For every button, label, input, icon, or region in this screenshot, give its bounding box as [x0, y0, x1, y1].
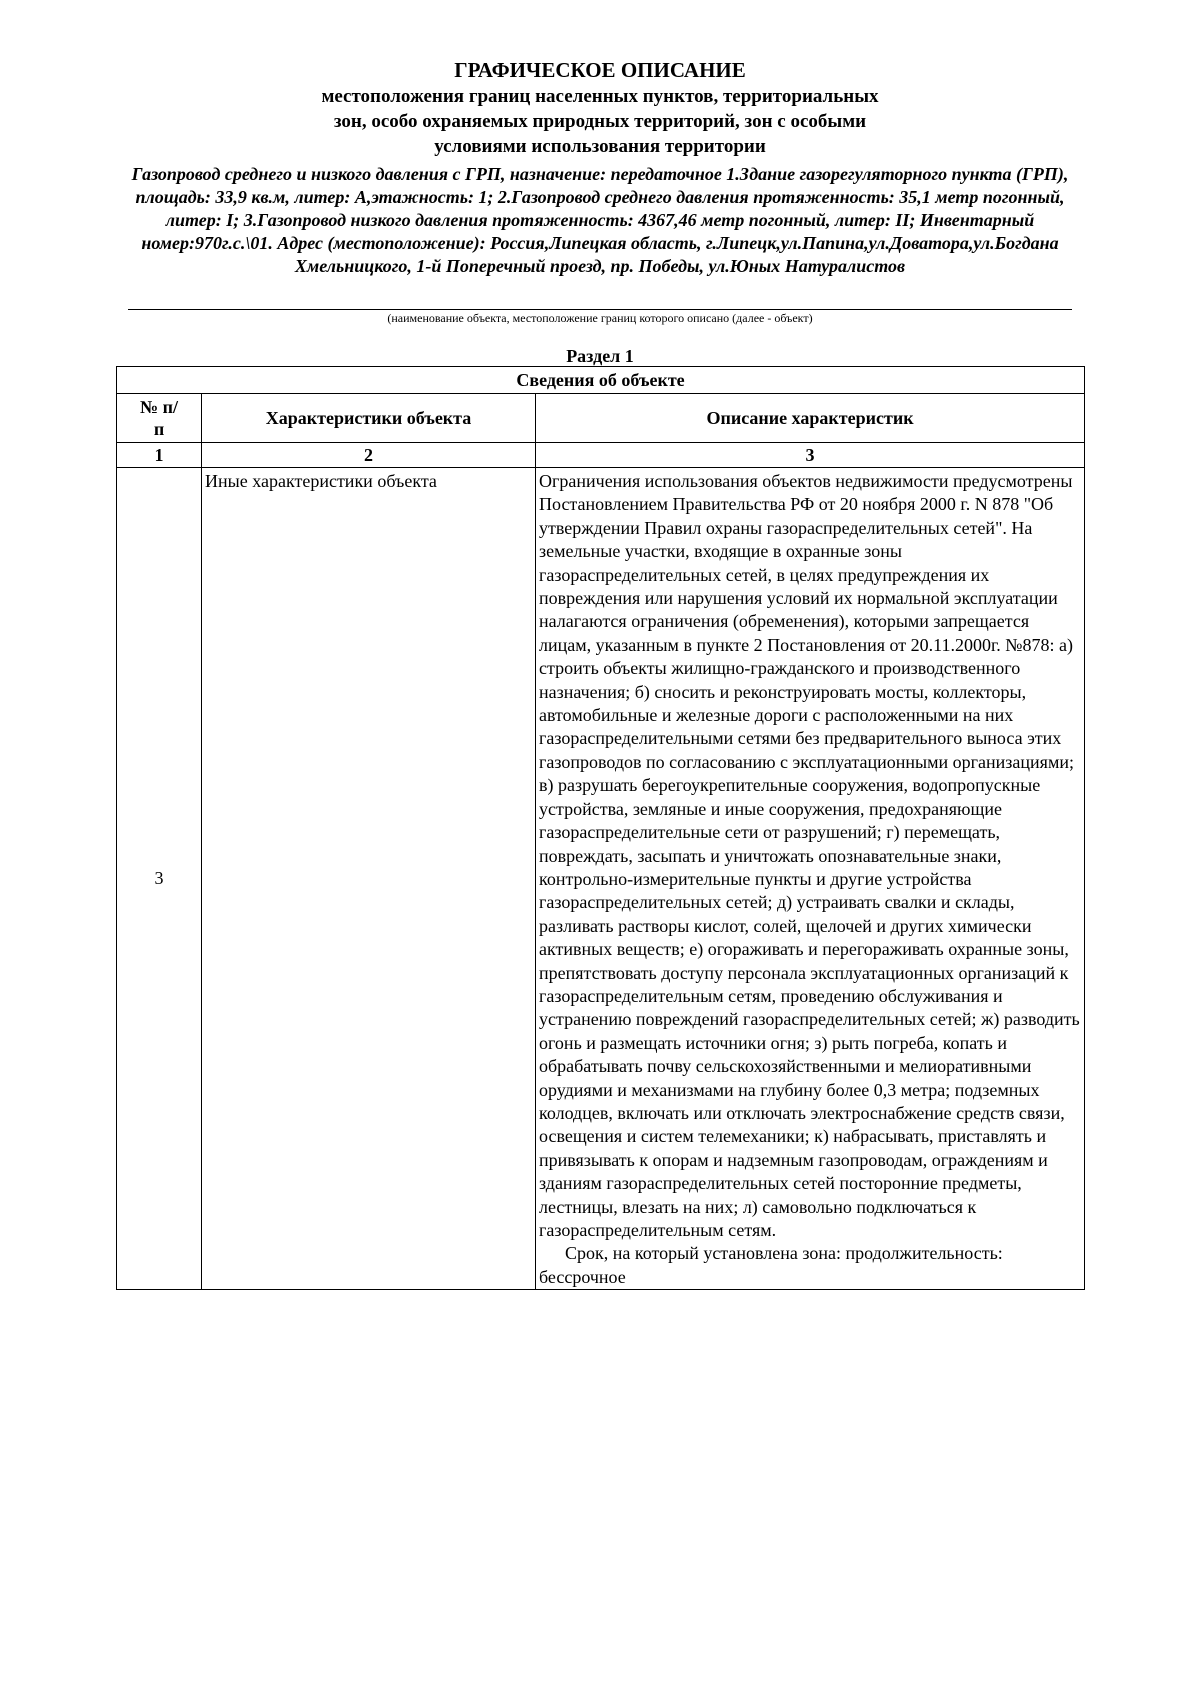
column-number-2: 2	[202, 443, 536, 468]
row-characteristic: Иные характеристики объекта	[202, 468, 536, 1290]
table-title: Сведения об объекте	[117, 367, 1085, 394]
row-term: Срок, на который установлена зона: продолжительность: бессрочное	[539, 1243, 1003, 1287]
table-caption-row	[117, 367, 1085, 394]
column-number-3: 3	[536, 443, 1085, 468]
document-title: ГРАФИЧЕСКОЕ ОПИСАНИЕ	[454, 58, 746, 82]
row-number: 3	[117, 468, 202, 1290]
column-number-1: 1	[117, 443, 202, 468]
column-header-description: Описание характеристик	[536, 394, 1085, 443]
column-number-row	[117, 443, 1085, 468]
column-header-number-label: № п/п	[140, 397, 178, 439]
column-header-characteristic: Характеристики объекта	[202, 394, 536, 443]
column-header-number	[117, 394, 202, 443]
document-header	[118, 56, 1082, 278]
object-name-underline	[128, 309, 1072, 310]
section-label: Раздел 1	[566, 346, 634, 366]
row-description: Ограничения использования объектов недвижимости предусмотрены Постановлением Правительства РФ от 20 ноября 2000 г. N 878 "Об утверждении Правил охраны газораспределительных сетей". На земельные участки, входящие в охранные зоны газораспределительных сетей, в целях предупреждения их повреждения или нарушения условий их нормальной эксплуатации налагаются ограничения (обременения), которыми запрещается лицам, указанным в пункте 2 Постановления от 20.11.2000г. №878: а) строить объекты жилищно-гражданского и производственного назначения; б) сносить и реконструировать мосты, коллекторы, автомобильные и железные дороги с расположенными на них газораспределительными сетями без предварительного выноса этих газопроводов по согласованию с эксплуатационными организациями; в) разрушать берегоукрепительные сооружения, водопропускные устройства, земляные и иные сооружения, предохраняющие газораспределительные сети от разрушений; г) перемещать, повреждать, засыпать и уничтожать опознавательные знаки, контрольно-измерительные пункты и другие устройства газораспределительных сетей; д) устраивать свалки и склады, разливать растворы кислот, солей, щелочей и других химически активных веществ; е) огораживать и перегораживать охранные зоны, препятствовать доступу персонала эксплуатационных организаций к газораспределительным сетям, проведению обслуживания и устранению повреждений газораспределительных сетей; ж) разводить огонь и размещать источники огня; з) рыть погреба, копать и обрабатывать почву сельскохозяйственными и мелиоративными орудиями и механизмами на глубину более 0,3 метра; подземных колодцев, включать или отключать электроснабжение средств связи, освещения и систем телемеханики; к) набрасывать, приставлять и привязывать к опорам и надземным газопроводам, ограждениям и зданиям газораспределительных сетей посторонние предметы, лестницы, влезать на них; л) самовольно подключаться к газораспределительным сетям.	[539, 471, 1080, 1240]
table-row	[117, 468, 1085, 1290]
object-name: Газопровод среднего и низкого давления с ГРП, назначение: передаточное 1.Здание газорегуляторного пункта (ГРП), площадь: 33,9 кв.м, литер: А,этажность: 1; 2.Газопровод среднего давления протяженность: 35,1 метр погонный, литер: I; 3.Газопровод низкого давления протяженность: 4367,46 метр погонный, литер: II; Инвентарный номер:970г.с.\01. Адрес (местоположение): Россия,Липецкая область, г.Липецк,ул.Папина,ул.Доватора,ул.Богдана Хмельницкого, 1-й Поперечный проезд, пр. Победы, ул.Юных Натуралистов	[131, 164, 1069, 276]
row-description-cell	[536, 468, 1085, 1290]
object-info-table	[116, 366, 1085, 1290]
document-subtitle-line-1: местоположения границ населенных пунктов, территориальных	[321, 86, 879, 107]
document-subtitle-line-2: зон, особо охраняемых природных территорий, зон с особыми	[333, 111, 867, 132]
table-header-row	[117, 394, 1085, 443]
document-subtitle-line-3: условиями использования территории	[434, 136, 766, 157]
object-name-caption: (наименование объекта, местоположение границ которого описано (далее - объект)	[387, 311, 813, 325]
